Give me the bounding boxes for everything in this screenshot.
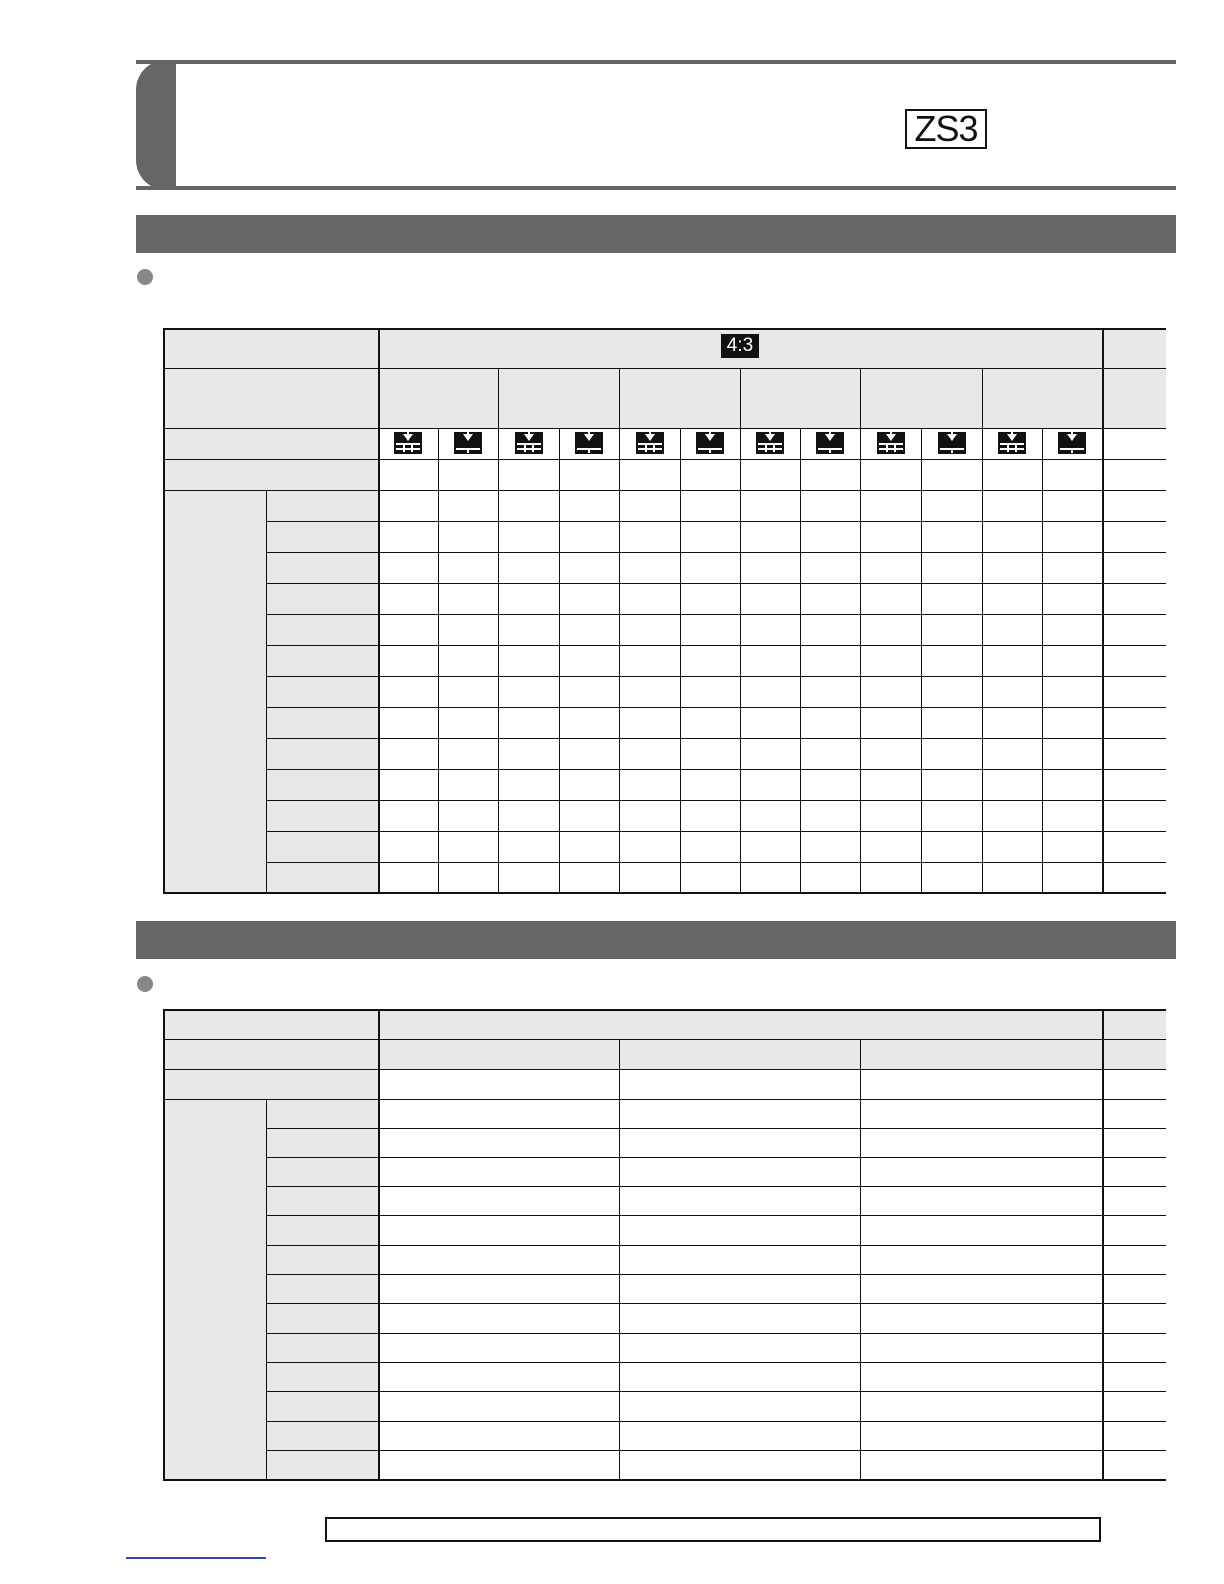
grid-line	[758, 443, 782, 445]
arrow-stem	[528, 432, 530, 436]
table-rule	[163, 1039, 1166, 1040]
table-rule	[163, 892, 1166, 894]
table-rule	[266, 614, 1166, 615]
table-rule	[266, 738, 1166, 739]
table-rule	[266, 1128, 1166, 1129]
grid-line	[638, 443, 662, 445]
table-rule	[266, 1274, 1166, 1275]
arrow-stem	[1071, 432, 1073, 436]
row-label-shade	[266, 676, 378, 707]
grid-line	[951, 448, 953, 453]
grid-line	[467, 448, 469, 453]
grid-line	[879, 443, 903, 445]
row-label-shade	[266, 1215, 378, 1245]
row-label-shade	[266, 645, 378, 676]
row-label-shade	[266, 1362, 378, 1391]
grid-line	[1000, 448, 1024, 450]
table-rule	[163, 490, 1166, 491]
table-rule-v	[266, 1099, 267, 1479]
table-rule	[266, 800, 1166, 801]
single-area-af-icon	[1058, 432, 1086, 454]
table-rule	[163, 1099, 1166, 1100]
table-rule	[163, 459, 1166, 460]
table-rule	[266, 645, 1166, 646]
aspect-ratio-badge: 4:3	[721, 334, 759, 358]
multi-area-af-icon	[998, 432, 1026, 454]
table-rule-v	[1102, 328, 1104, 892]
grid-line	[653, 443, 655, 452]
grid-line	[588, 448, 590, 453]
arrow-stem	[951, 432, 953, 436]
table-rule	[266, 831, 1166, 832]
table-rule	[163, 1009, 1166, 1011]
grid-line	[638, 448, 662, 450]
arrow-stem	[407, 432, 409, 436]
table-rule-v	[619, 368, 620, 892]
table-border-left	[163, 1009, 165, 1481]
single-area-af-icon	[816, 432, 844, 454]
table-rule-v	[1042, 428, 1043, 892]
table-rule	[266, 707, 1166, 708]
row-label-shade	[266, 490, 378, 521]
grid-line	[773, 443, 775, 452]
title-frame	[136, 60, 1176, 190]
row-label-shade	[266, 769, 378, 800]
grid-line	[403, 443, 405, 452]
table-rule	[266, 862, 1166, 863]
grid-line	[1000, 443, 1024, 445]
row-header-shade	[163, 1009, 378, 1099]
table-rule-v	[266, 490, 267, 892]
multi-area-af-icon	[515, 432, 543, 454]
table-rule	[266, 1303, 1166, 1304]
row-label-shade	[266, 583, 378, 614]
grid-line	[829, 448, 831, 453]
table-border-left	[163, 328, 165, 894]
bullet-icon	[137, 976, 153, 992]
footer-note-box	[325, 1517, 1101, 1542]
grid-line	[532, 443, 534, 452]
arrow-stem	[588, 432, 590, 436]
grid-line	[1015, 443, 1017, 452]
table-rule-v	[378, 328, 380, 892]
row-label-shade	[266, 1157, 378, 1186]
table-rule-v	[559, 428, 560, 892]
section-bar-1	[136, 215, 1176, 253]
table-rule	[163, 368, 1166, 369]
table-rule	[266, 676, 1166, 677]
grid-line	[879, 448, 903, 450]
single-area-af-icon	[575, 432, 603, 454]
table-rule-v	[1102, 1009, 1104, 1479]
row-label-shade	[266, 1099, 378, 1128]
row-label-shade	[266, 1303, 378, 1333]
model-badge: ZS3	[905, 109, 987, 149]
arrow-stem	[769, 432, 771, 436]
table-rule	[266, 552, 1166, 553]
arrow-stem	[709, 432, 711, 436]
group-header-shade	[163, 1099, 266, 1479]
row-label-shade	[266, 552, 378, 583]
table-rule	[266, 1421, 1166, 1422]
table-rule-v	[438, 428, 439, 892]
table-rule-v	[982, 368, 983, 892]
row-label-shade	[266, 1333, 378, 1362]
row-label-shade	[266, 1391, 378, 1421]
table-rule	[266, 583, 1166, 584]
grid-line	[517, 448, 541, 450]
row-label-shade	[266, 800, 378, 831]
table-rule-v	[680, 428, 681, 892]
multi-area-af-icon	[877, 432, 905, 454]
table-rule	[163, 1069, 1166, 1070]
table-rule	[163, 328, 1166, 330]
grid-line	[411, 443, 413, 452]
table-rule	[163, 1479, 1166, 1481]
arrow-stem	[467, 432, 469, 436]
table-rule	[266, 1450, 1166, 1451]
table-rule	[266, 1391, 1166, 1392]
table-rule	[266, 521, 1166, 522]
row-label-shade	[266, 1274, 378, 1303]
table-rule-v	[921, 428, 922, 892]
table-rule	[266, 1362, 1166, 1363]
arrow-stem	[829, 432, 831, 436]
arrow-stem	[890, 432, 892, 436]
table-rule-v	[740, 368, 741, 892]
row-label-shade	[266, 831, 378, 862]
grid-line	[396, 448, 420, 450]
row-label-shade	[266, 1421, 378, 1450]
table-rule	[266, 1215, 1166, 1216]
table-rule	[266, 1245, 1166, 1246]
table-rule	[266, 769, 1166, 770]
row-label-shade	[266, 1450, 378, 1479]
grid-line	[765, 443, 767, 452]
size-header-shade	[1102, 368, 1166, 428]
table-rule-v	[800, 428, 801, 892]
row-label-shade	[266, 521, 378, 552]
row-label-shade	[266, 862, 378, 892]
grid-line	[894, 443, 896, 452]
multi-area-af-icon	[636, 432, 664, 454]
single-area-af-icon	[938, 432, 966, 454]
arrow-stem	[649, 432, 651, 436]
grid-line	[709, 448, 711, 453]
row-label-shade	[266, 1245, 378, 1274]
row-header-shade	[163, 328, 378, 490]
aspect-header-shade	[1102, 328, 1166, 368]
group-header-shade	[163, 490, 266, 892]
grid-line	[517, 443, 541, 445]
grid-line	[758, 448, 782, 450]
grid-line	[524, 443, 526, 452]
footer-link[interactable]	[126, 1557, 266, 1559]
table-rule	[163, 428, 1166, 429]
table-rule	[266, 1333, 1166, 1334]
row-label-shade	[266, 1186, 378, 1215]
arrow-stem	[1011, 432, 1013, 436]
row-label-shade	[266, 614, 378, 645]
row-label-shade	[266, 738, 378, 769]
grid-line	[1007, 443, 1009, 452]
row-label-shade	[266, 1128, 378, 1157]
table-rule-v	[860, 1039, 861, 1479]
grid-line	[1071, 448, 1073, 453]
table-rule-v	[378, 1009, 380, 1479]
table-rule	[266, 1186, 1166, 1187]
bullet-icon	[137, 269, 153, 285]
multi-area-af-icon	[394, 432, 422, 454]
grid-line	[645, 443, 647, 452]
single-area-af-icon	[696, 432, 724, 454]
table-rule-v	[619, 1039, 620, 1479]
section-bar-2	[136, 921, 1176, 959]
single-area-af-icon	[454, 432, 482, 454]
row-label-shade	[266, 707, 378, 738]
table-rule-v	[498, 368, 499, 892]
grid-line	[886, 443, 888, 452]
table-rule-v	[860, 368, 861, 892]
table-rule	[266, 1157, 1166, 1158]
grid-line	[396, 443, 420, 445]
multi-area-af-icon	[756, 432, 784, 454]
